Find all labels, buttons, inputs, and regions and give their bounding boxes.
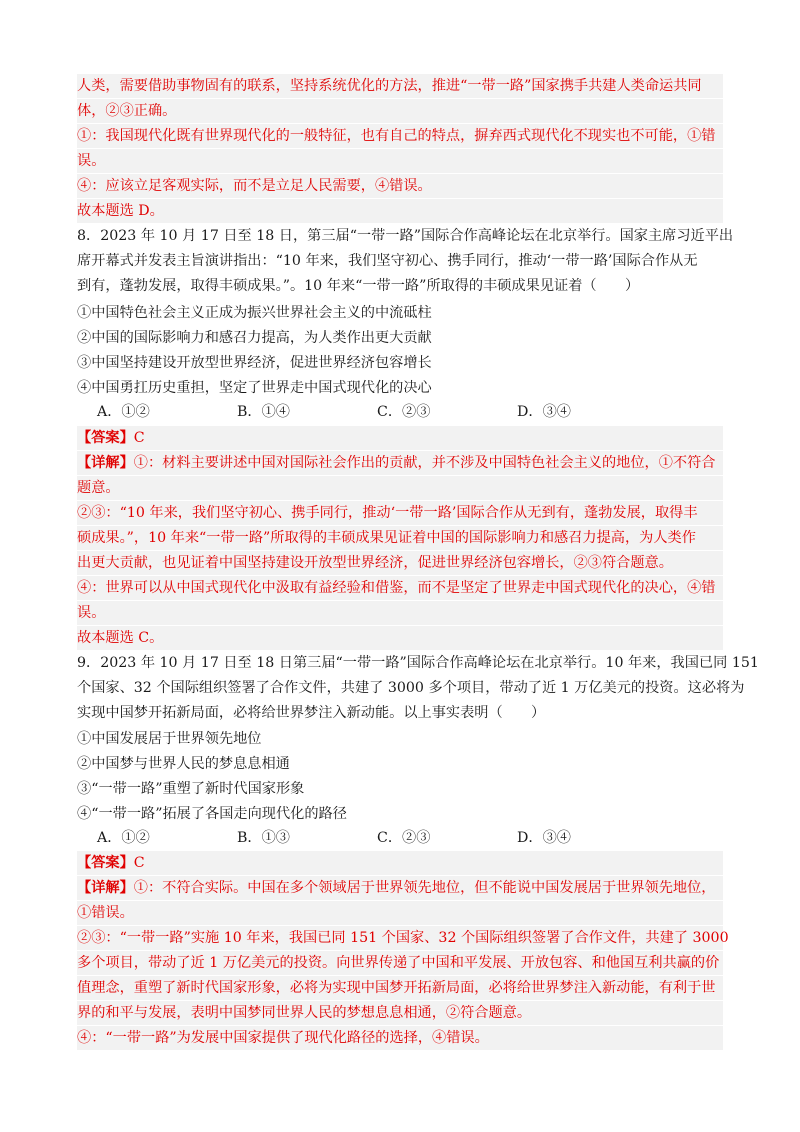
detail-text: ①：不符合实际。中国在多个领域居于世界领先地位，但不能说中国发展居于世界领先地位， bbox=[133, 880, 716, 896]
question-8-detail-line: 误。 bbox=[77, 601, 723, 625]
detail-text: ①：材料主要讲述中国对国际社会作出的贡献，并不涉及中国特色社会主义的地位，①不符合 bbox=[133, 455, 716, 471]
option-b[interactable]: B．①④ bbox=[237, 404, 290, 420]
question-8-detail-line: 出更大贡献，也见证着中国坚持建设开放型世界经济，促进世界经济包容增长，②③符合题意。 bbox=[77, 551, 723, 575]
answer-label: 【答案】 bbox=[77, 430, 134, 446]
detail-label: 【详解】 bbox=[77, 455, 134, 471]
prev-explanation-line: ④：应该立足客观实际，而不是立足人民需要，④错误。 bbox=[77, 174, 723, 198]
option-a[interactable]: A．①② bbox=[97, 830, 150, 846]
question-9-detail bbox=[77, 876, 723, 900]
option-c[interactable]: C．②③ bbox=[377, 830, 431, 846]
question-9-detail-line: 值理念，重塑了新时代国家形象，必将为实现中国梦开拓新局面，必将给世界梦注入新动能，有利于世 bbox=[77, 976, 723, 1000]
question-9-statement: ②中国梦与世界人民的梦息息相通 bbox=[77, 756, 290, 772]
question-9-statement: ④“一带一路”拓展了各国走向现代化的路径 bbox=[77, 806, 347, 822]
question-9-detail-line: 多个项目，带动了近 1 万亿美元的投资。向世界传递了中国和平发展、开放包容、和他国互利共赢的价 bbox=[77, 951, 723, 975]
question-9-stem: 9．2023 年 10 月 17 日至 18 日第三届“一带一路”国际合作高峰论坛在北京举行。10 年来，我国已同 151 bbox=[77, 655, 759, 671]
question-8-answer bbox=[77, 426, 723, 450]
question-8-detail bbox=[77, 451, 723, 475]
question-8-conclusion: 故本题选 C。 bbox=[77, 626, 723, 650]
prev-explanation-line: 误。 bbox=[77, 149, 723, 173]
question-9-stem: 实现中国梦开拓新局面，必将给世界梦注入新动能。以上事实表明（ ） bbox=[77, 705, 546, 721]
question-8-detail-line: 硕成果。”，10 年来“一带一路”所取得的丰硕成果见证着中国的国际影响力和感召力提高，为人类作 bbox=[77, 526, 723, 550]
question-8-detail-line: ④：世界可以从中国式现代化中汲取有益经验和借鉴，而不是坚定了世界走中国式现代化的决心，④错 bbox=[77, 576, 723, 600]
prev-explanation-line: 人类，需要借助事物固有的联系，坚持系统优化的方法，推进“一带一路”国家携手共建人类命运共同 bbox=[77, 74, 723, 98]
prev-conclusion: 故本题选 D。 bbox=[77, 199, 723, 223]
answer-value: C bbox=[133, 855, 145, 871]
option-c[interactable]: C．②③ bbox=[377, 404, 431, 420]
question-8-statement: ③中国坚持建设开放型世界经济，促进世界经济包容增长 bbox=[77, 355, 432, 371]
question-9-detail-line: ②③：“一带一路”实施 10 年来，我国已同 151 个国家、32 个国际组织签署了合作文件，共建了 3000 bbox=[77, 926, 723, 950]
question-8-stem: 到有，蓬勃发展，取得丰硕成果。”。10 年来“一带一路”所取得的丰硕成果见证着（ ） bbox=[77, 278, 640, 294]
question-9-detail-line: ④：“一带一路”为发展中国家提供了现代化路径的选择，④错误。 bbox=[77, 1026, 723, 1050]
question-8-stem: 8．2023 年 10 月 17 日至 18 日，第三届“一带一路”国际合作高峰论坛在北京举行。国家主席习近平出 bbox=[77, 228, 734, 244]
question-8-stem: 席开幕式并发表主旨演讲指出：“10 年来，我们坚守初心、携手同行，推动‘一带一路’国际合作从无 bbox=[77, 253, 698, 269]
question-8-statement: ①中国特色社会主义正成为振兴世界社会主义的中流砥柱 bbox=[77, 305, 432, 321]
prev-explanation-line: ①：我国现代化既有世界现代化的一般特征，也有自己的特点，摒弃西式现代化不现实也不可能，①错 bbox=[77, 124, 723, 148]
question-9-statement: ③“一带一路”重塑了新时代国家形象 bbox=[77, 781, 305, 797]
question-8-detail-line: ②③：“10 年来，我们坚守初心、携手同行，推动‘一带一路’国际合作从无到有，蓬勃发展，取得丰 bbox=[77, 501, 723, 525]
detail-label: 【详解】 bbox=[77, 880, 134, 896]
option-b[interactable]: B．①③ bbox=[237, 830, 290, 846]
question-9-detail-line: ①错误。 bbox=[77, 901, 723, 925]
prev-explanation-line: 体，②③正确。 bbox=[77, 99, 723, 123]
question-8-statement: ②中国的国际影响力和感召力提高，为人类作出更大贡献 bbox=[77, 330, 432, 346]
question-9-detail-line: 界的和平与发展，表明中国梦同世界人民的梦想息息相通，②符合题意。 bbox=[77, 1001, 723, 1025]
question-9-stem: 个国家、32 个国际组织签署了合作文件，共建了 3000 多个项目，带动了近 1 万亿美元的投资。这必将为 bbox=[77, 680, 745, 696]
question-9-statement: ①中国发展居于世界领先地位 bbox=[77, 731, 262, 747]
answer-label: 【答案】 bbox=[77, 855, 134, 871]
question-8-detail-line: 题意。 bbox=[77, 476, 723, 500]
option-a[interactable]: A．①② bbox=[97, 404, 150, 420]
option-d[interactable]: D．③④ bbox=[517, 830, 571, 846]
question-8-statement: ④中国勇扛历史重担，坚定了世界走中国式现代化的决心 bbox=[77, 380, 432, 396]
question-9-answer bbox=[77, 851, 723, 875]
answer-value: C bbox=[133, 430, 145, 446]
option-d[interactable]: D．③④ bbox=[517, 404, 571, 420]
